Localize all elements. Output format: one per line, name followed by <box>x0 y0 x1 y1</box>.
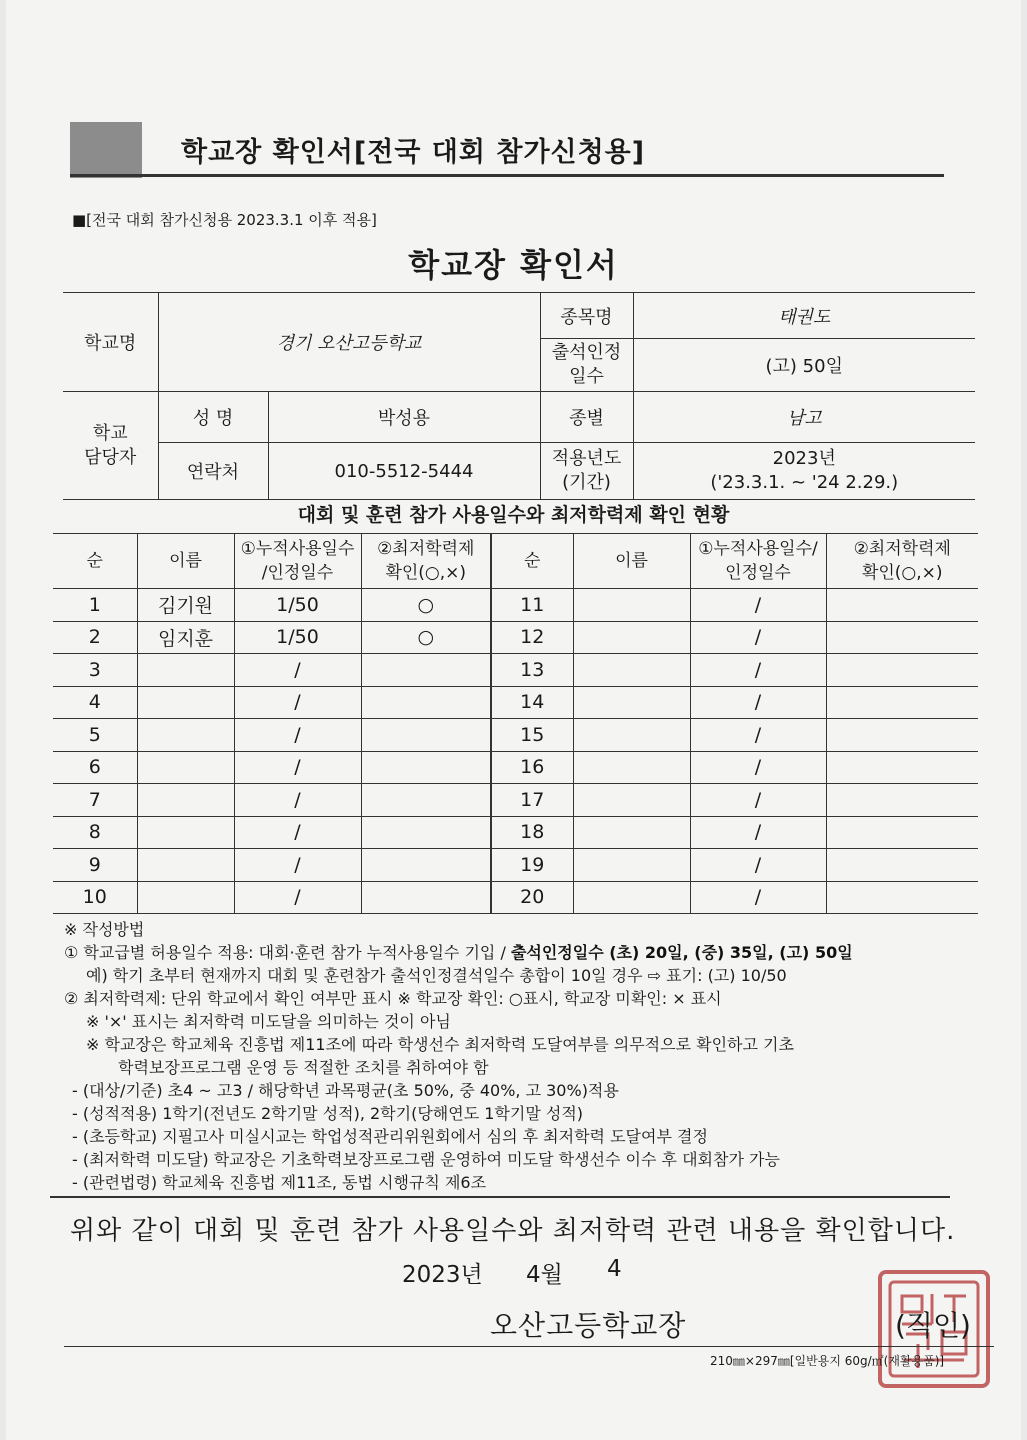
row-days: / <box>234 686 361 719</box>
row-min-grade-right <box>826 784 978 817</box>
table-row <box>53 816 978 849</box>
row-days: / <box>234 849 361 882</box>
row-no: 3 <box>53 654 137 687</box>
roster-header-row <box>53 534 978 589</box>
row-min-grade-right <box>826 719 978 752</box>
event-value: 태권도 <box>633 293 975 339</box>
row-name-right <box>573 589 690 622</box>
row-name: 임지훈 <box>137 621 234 654</box>
footer-rule <box>64 1346 994 1347</box>
row-name <box>137 784 234 817</box>
row-no: 5 <box>53 719 137 752</box>
instructions-block <box>64 918 984 1194</box>
row-days: / <box>234 719 361 752</box>
contact-label: 연락처 <box>158 443 268 500</box>
header-min-grade-right: ②최저학력제 확인(○,×) <box>826 534 978 589</box>
row-min-grade-right <box>826 589 978 622</box>
seal-label: (직인) <box>895 1309 971 1342</box>
row-name <box>137 849 234 882</box>
row-name <box>137 686 234 719</box>
row-days-right: / <box>690 816 826 849</box>
notes-rule <box>50 1196 950 1198</box>
row-min-grade <box>361 816 491 849</box>
row-days-right: / <box>690 784 826 817</box>
row-name <box>137 881 234 914</box>
row-days: 1/50 <box>234 589 361 622</box>
year-label: 적용년도 (기간) <box>540 443 633 500</box>
row-days: / <box>234 881 361 914</box>
row-min-grade-right <box>826 686 978 719</box>
row-no-right: 19 <box>491 849 573 882</box>
row-name-right <box>573 751 690 784</box>
row-name <box>137 719 234 752</box>
note-2-b: ※ 학교장은 학교체육 진흥법 제11조에 따라 학생선수 최저학력 도달여부를 의무적으로 확인하고 기초 <box>86 1035 794 1054</box>
row-no-right: 20 <box>491 881 573 914</box>
table-row <box>53 784 978 817</box>
header-no: 순 <box>53 534 137 589</box>
row-days-right: / <box>690 849 826 882</box>
row-min-grade-right <box>826 654 978 687</box>
row-name: 김기원 <box>137 589 234 622</box>
row-days-right: / <box>690 751 826 784</box>
detail-5: - (관련법령) 학교체육 진흥법 제11조, 동법 시행규칙 제6조 <box>72 1173 487 1192</box>
row-name-right <box>573 881 690 914</box>
row-no-right: 16 <box>491 751 573 784</box>
manager-label: 학교 담당자 <box>63 392 158 500</box>
event-label: 종목명 <box>540 293 633 339</box>
category-value: 남고 <box>633 392 975 443</box>
year-value: 2023년 ('23.3.1. ~ '24 2.29.) <box>633 443 975 500</box>
row-name-right <box>573 849 690 882</box>
row-no: 9 <box>53 849 137 882</box>
document-page <box>6 0 1021 1440</box>
table-row <box>53 881 978 914</box>
row-no-right: 18 <box>491 816 573 849</box>
row-days: / <box>234 654 361 687</box>
notes-heading: ※ 작성방법 <box>64 920 145 939</box>
note-2: ② 최저학력제: 단위 학교에서 확인 여부만 표시 ※ 학교장 확인: ○표시, 학교장 미확인: × 표시 <box>64 989 722 1008</box>
table-row <box>53 849 978 882</box>
row-no: 8 <box>53 816 137 849</box>
row-name-right <box>573 654 690 687</box>
table-row <box>53 719 978 752</box>
row-no: 1 <box>53 589 137 622</box>
header-rule <box>70 174 944 177</box>
note-1-example: 예) 학기 초부터 현재까지 대회 및 훈련참가 출석인정결석일수 총합이 10일 경우 ⇨ 표기: (고) 10/50 <box>86 966 787 985</box>
row-no-right: 11 <box>491 589 573 622</box>
contact-value: 010-5512-5444 <box>268 443 540 500</box>
date-month: 4월 <box>526 1262 563 1288</box>
detail-3: - (초등학교) 지필고사 미실시교는 학업성적관리위원회에서 심의 후 최저학력 도달여부 결정 <box>72 1127 708 1146</box>
row-no-right: 12 <box>491 621 573 654</box>
row-min-grade <box>361 686 491 719</box>
row-no-right: 17 <box>491 784 573 817</box>
row-days-right: / <box>690 621 826 654</box>
row-min-grade-right <box>826 621 978 654</box>
row-name-right <box>573 784 690 817</box>
table-row <box>53 686 978 719</box>
date-day: 4 <box>607 1256 622 1282</box>
row-no-right: 15 <box>491 719 573 752</box>
header-days: ①누적사용일수 /인정일수 <box>234 534 361 589</box>
row-name <box>137 751 234 784</box>
attendance-value: (고) 50일 <box>633 339 975 392</box>
row-min-grade: ○ <box>361 589 491 622</box>
row-name-right <box>573 816 690 849</box>
row-no-right: 14 <box>491 686 573 719</box>
row-min-grade <box>361 881 491 914</box>
row-days-right: / <box>690 589 826 622</box>
header-min-grade: ②최저학력제 확인(○,×) <box>361 534 491 589</box>
row-min-grade <box>361 654 491 687</box>
table-row <box>53 751 978 784</box>
row-name-right <box>573 719 690 752</box>
document-title: 학교장 확인서 <box>408 246 619 284</box>
row-days: / <box>234 816 361 849</box>
header-days-right: ①누적사용일수/ 인정일수 <box>690 534 826 589</box>
row-no: 7 <box>53 784 137 817</box>
row-min-grade-right <box>826 881 978 914</box>
school-name-value: 경기 오산고등학교 <box>158 293 540 392</box>
row-min-grade <box>361 849 491 882</box>
applicability-note: ■[전국 대회 참가신청용 2023.3.1 이후 적용] <box>72 211 377 229</box>
row-name-right <box>573 686 690 719</box>
person-name-label: 성 명 <box>158 392 268 443</box>
row-days-right: / <box>690 654 826 687</box>
detail-2: - (성적적용) 1학기(전년도 2학기말 성적), 2학기(당해연도 1학기말 성적) <box>72 1104 584 1123</box>
note-2-b-cont: 학력보장프로그램 운영 등 적절한 조치를 취하여야 함 <box>118 1058 489 1077</box>
row-days-right: / <box>690 881 826 914</box>
paper-spec: 210㎜×297㎜[일반용지 60g/㎡(재활용품)] <box>710 1354 945 1368</box>
row-min-grade-right <box>826 849 978 882</box>
row-days-right: / <box>690 719 826 752</box>
school-info-table <box>63 292 975 500</box>
school-name-label: 학교명 <box>63 293 158 392</box>
note-1: ① 학교급별 허용일수 적용: 대회·훈련 참가 누적사용일수 기입 / 출석인정일수 (초) 20일, (중) 35일, (고) 50일 <box>64 943 853 962</box>
row-no: 2 <box>53 621 137 654</box>
header-accent-bar <box>70 122 142 178</box>
row-days-right: / <box>690 686 826 719</box>
principal-title: 오산고등학교장 <box>490 1309 687 1342</box>
row-no: 4 <box>53 686 137 719</box>
row-no: 10 <box>53 881 137 914</box>
row-name <box>137 816 234 849</box>
attendance-label: 출석인정 일수 <box>540 339 633 392</box>
table-row <box>53 654 978 687</box>
row-min-grade-right <box>826 816 978 849</box>
date-year: 2023년 <box>402 1262 483 1288</box>
row-days: / <box>234 784 361 817</box>
row-days: / <box>234 751 361 784</box>
row-min-grade <box>361 719 491 752</box>
athlete-roster-table <box>53 533 978 914</box>
header-name-right: 이름 <box>573 534 690 589</box>
table-row <box>53 621 978 654</box>
row-no-right: 13 <box>491 654 573 687</box>
header-name: 이름 <box>137 534 234 589</box>
header-no-right: 순 <box>491 534 573 589</box>
section-title: 대회 및 훈련 참가 사용일수와 최저학력제 확인 현황 <box>297 504 730 526</box>
header-title: 학교장 확인서[전국 대회 참가신청용] <box>181 137 646 168</box>
category-label: 종별 <box>540 392 633 443</box>
table-row <box>53 589 978 622</box>
person-name-value: 박성용 <box>268 392 540 443</box>
row-min-grade: ○ <box>361 621 491 654</box>
detail-4: - (최저학력 미도달) 학교장은 기초학력보장프로그램 운영하여 미도달 학생선수 이수 후 대회참가 가능 <box>72 1150 780 1169</box>
row-name-right <box>573 621 690 654</box>
note-2-a: ※ '×' 표시는 최저학력 미도달을 의미하는 것이 아님 <box>86 1012 451 1031</box>
row-min-grade <box>361 751 491 784</box>
row-no: 6 <box>53 751 137 784</box>
row-min-grade <box>361 784 491 817</box>
row-min-grade-right <box>826 751 978 784</box>
row-days: 1/50 <box>234 621 361 654</box>
detail-1: - (대상/기준) 초4 ~ 고3 / 해당학년 과목평균(초 50%, 중 40%, 고 30%)적용 <box>72 1081 619 1100</box>
row-name <box>137 654 234 687</box>
confirmation-statement: 위와 같이 대회 및 훈련 참가 사용일수와 최저학력 관련 내용을 확인합니다. <box>70 1216 956 1246</box>
